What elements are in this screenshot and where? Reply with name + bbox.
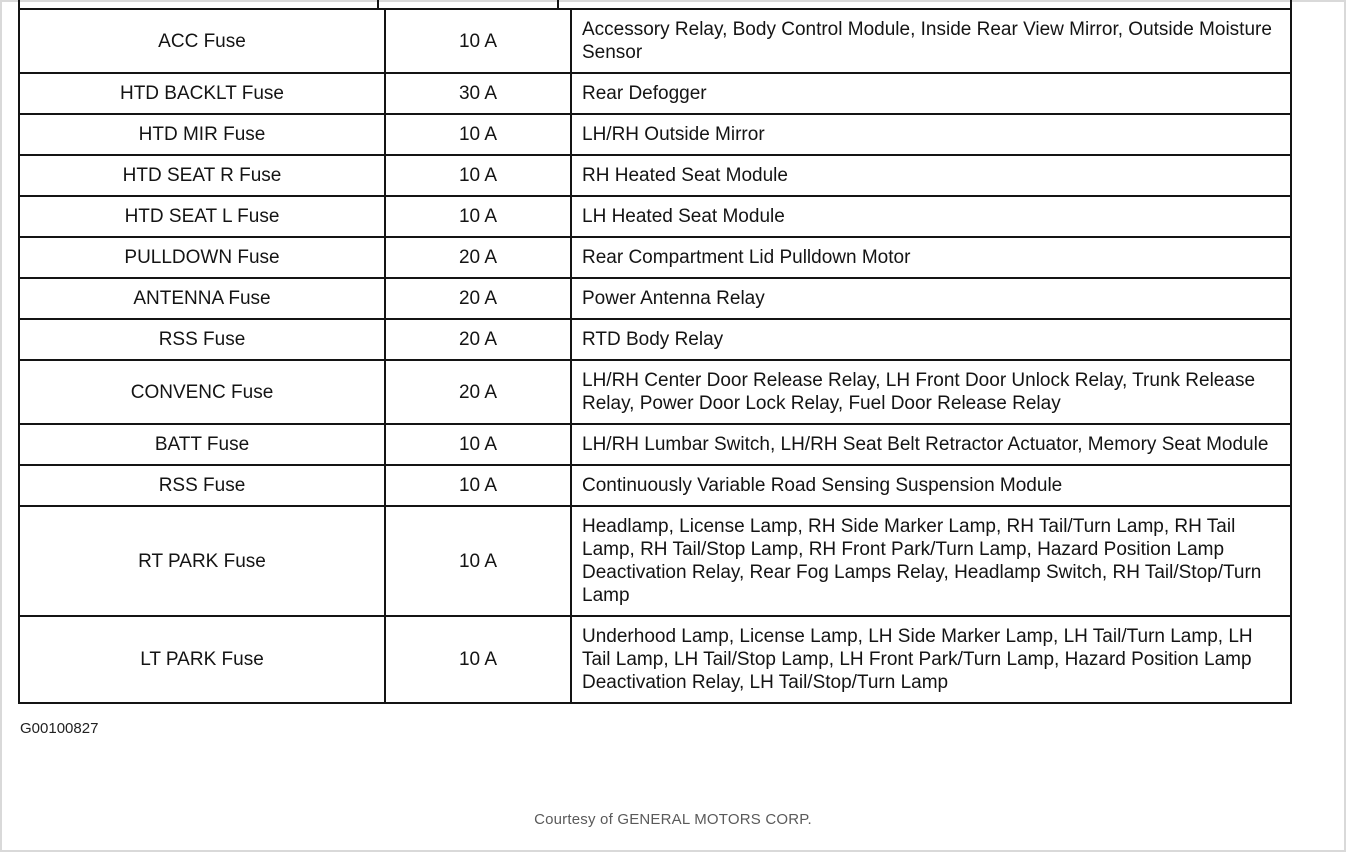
fuse-name-cell: ANTENNA Fuse (19, 278, 385, 319)
table-row (19, 9, 1291, 73)
table-row (19, 465, 1291, 506)
table-row (19, 319, 1291, 360)
fuse-name-cell: HTD SEAT R Fuse (19, 155, 385, 196)
table-row (19, 196, 1291, 237)
circuits-cell: LH/RH Center Door Release Relay, LH Front Door Unlock Relay, Trunk Release Relay, Power Door Lock Relay, Fuel Door Release Relay (571, 360, 1291, 424)
table-cutoff-border-left (18, 0, 20, 8)
table-row (19, 616, 1291, 703)
circuits-cell: LH/RH Lumbar Switch, LH/RH Seat Belt Retractor Actuator, Memory Seat Module (571, 424, 1291, 465)
table-row (19, 278, 1291, 319)
fuse-table-body (19, 9, 1291, 703)
fuse-table (18, 8, 1292, 704)
table-cutoff-border-col2 (557, 0, 559, 8)
fuse-name-cell: ACC Fuse (19, 9, 385, 73)
amperage-cell: 10 A (385, 114, 571, 155)
circuits-cell: RH Heated Seat Module (571, 155, 1291, 196)
fuse-name-cell: RSS Fuse (19, 465, 385, 506)
amperage-cell: 10 A (385, 465, 571, 506)
fuse-name-cell: HTD MIR Fuse (19, 114, 385, 155)
circuits-cell: Power Antenna Relay (571, 278, 1291, 319)
table-row (19, 73, 1291, 114)
fuse-name-cell: CONVENC Fuse (19, 360, 385, 424)
table-cutoff-border-right (1290, 0, 1292, 8)
fuse-name-cell: BATT Fuse (19, 424, 385, 465)
table-row (19, 360, 1291, 424)
fuse-table-container (18, 8, 1292, 704)
table-row (19, 237, 1291, 278)
fuse-name-cell: RSS Fuse (19, 319, 385, 360)
table-row (19, 155, 1291, 196)
circuits-cell: RTD Body Relay (571, 319, 1291, 360)
amperage-cell: 10 A (385, 155, 571, 196)
circuits-cell: Accessory Relay, Body Control Module, Inside Rear View Mirror, Outside Moisture Sensor (571, 9, 1291, 73)
amperage-cell: 20 A (385, 319, 571, 360)
amperage-cell: 20 A (385, 278, 571, 319)
amperage-cell: 10 A (385, 506, 571, 616)
circuits-cell: LH/RH Outside Mirror (571, 114, 1291, 155)
table-row (19, 506, 1291, 616)
amperage-cell: 20 A (385, 360, 571, 424)
figure-id: G00100827 (20, 720, 99, 737)
fuse-name-cell: PULLDOWN Fuse (19, 237, 385, 278)
circuits-cell: LH Heated Seat Module (571, 196, 1291, 237)
amperage-cell: 10 A (385, 9, 571, 73)
circuits-cell: Underhood Lamp, License Lamp, LH Side Marker Lamp, LH Tail/Turn Lamp, LH Tail Lamp, LH Tail/Stop Lamp, LH Front Park/Turn Lamp, Hazard Position Lamp Deactivation Relay, LH Tail/Stop/Turn Lamp (571, 616, 1291, 703)
fuse-name-cell: LT PARK Fuse (19, 616, 385, 703)
table-row (19, 114, 1291, 155)
amperage-cell: 10 A (385, 424, 571, 465)
circuits-cell: Rear Compartment Lid Pulldown Motor (571, 237, 1291, 278)
amperage-cell: 20 A (385, 237, 571, 278)
table-row (19, 424, 1291, 465)
circuits-cell: Continuously Variable Road Sensing Suspension Module (571, 465, 1291, 506)
circuits-cell: Rear Defogger (571, 73, 1291, 114)
amperage-cell: 10 A (385, 616, 571, 703)
amperage-cell: 10 A (385, 196, 571, 237)
circuits-cell: Headlamp, License Lamp, RH Side Marker Lamp, RH Tail/Turn Lamp, RH Tail Lamp, RH Tail/Stop Lamp, RH Front Park/Turn Lamp, Hazard Position Lamp Deactivation Relay, Rear Fog Lamps Relay, Headlamp Switch, RH Tail/Stop/Turn Lamp (571, 506, 1291, 616)
table-cutoff-border-col1 (377, 0, 379, 8)
fuse-name-cell: HTD BACKLT Fuse (19, 73, 385, 114)
courtesy-credit: Courtesy of GENERAL MOTORS CORP. (534, 811, 812, 828)
amperage-cell: 30 A (385, 73, 571, 114)
fuse-name-cell: HTD SEAT L Fuse (19, 196, 385, 237)
fuse-name-cell: RT PARK Fuse (19, 506, 385, 616)
